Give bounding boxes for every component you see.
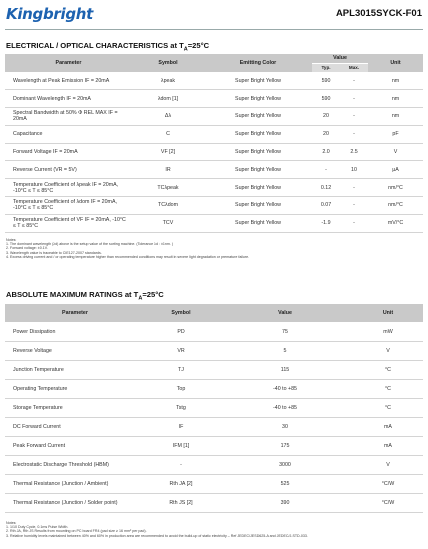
color-cell: Super Bright Yellow xyxy=(204,179,312,197)
symbol-cell: IR xyxy=(132,161,204,179)
symbol-cell: TCλpeak xyxy=(132,179,204,197)
unit-cell: nm xyxy=(368,108,423,126)
unit-cell: V xyxy=(353,341,423,360)
symbol-cell: IFM [1] xyxy=(145,437,217,456)
note-line: 3. Relative humidity levels maintained between 40% and 60% in production area are recommended to avoid the build-up of static electricity – Ref JEDEC/JESD625-A and JEDEC/J-STD-033. xyxy=(6,533,308,538)
unit-cell: nm xyxy=(368,90,423,108)
typ-cell: 590 xyxy=(312,72,340,90)
param-cell: Spectral Bandwidth at 50% Φ REL MAX IF = 20mA xyxy=(5,108,132,126)
symbol-cell: Tstg xyxy=(145,398,217,417)
note-line: 3. Wavelength value is traceable to CIE127-2007 standards. xyxy=(6,250,102,255)
note-line: Notes: xyxy=(6,521,17,525)
value-cell: 5 xyxy=(217,341,353,360)
color-cell: Super Bright Yellow xyxy=(204,108,312,126)
note-line: 4. Excess driving current and / or operating temperature higher than recommended conditions may result in severe light degradation or premature failure. xyxy=(6,254,250,259)
col-value: Value xyxy=(312,54,368,63)
color-cell: Super Bright Yellow xyxy=(204,125,312,143)
table-row xyxy=(5,322,423,341)
value-cell: -40 to +85 xyxy=(217,379,353,398)
param-cell: DC Forward Current xyxy=(5,417,145,436)
param-cell: Capacitance xyxy=(5,125,132,143)
param-cell: Storage Temperature xyxy=(5,398,145,417)
unit-cell: °C/W xyxy=(353,475,423,494)
table-row xyxy=(5,125,423,143)
param-cell: Operating Temperature xyxy=(5,379,145,398)
param-cell: Forward Voltage IF = 20mA xyxy=(5,143,132,161)
table-row xyxy=(5,437,423,456)
color-cell: Super Bright Yellow xyxy=(204,214,312,232)
table-row xyxy=(5,214,423,232)
table-row xyxy=(5,72,423,90)
max-cell: 10 xyxy=(340,161,368,179)
table-row xyxy=(5,398,423,417)
max-cell: - xyxy=(340,108,368,126)
part-number: APL3015SYCK-F01 xyxy=(335,8,422,19)
abs-col-unit: Unit xyxy=(353,304,423,322)
unit-cell: mV/°C xyxy=(368,214,423,232)
note-line: 2. Forward voltage: ±0.1V. xyxy=(6,246,48,251)
symbol-cell: C xyxy=(132,125,204,143)
abs-col-parameter: Parameter xyxy=(5,304,145,322)
typ-cell: -1.9 xyxy=(312,214,340,232)
absolute-notes xyxy=(6,521,308,538)
symbol-cell: λpeak xyxy=(132,72,204,90)
max-cell: - xyxy=(340,125,368,143)
unit-cell: nm/°C xyxy=(368,197,423,215)
typ-cell: 20 xyxy=(312,108,340,126)
unit-cell: mW xyxy=(353,322,423,341)
color-cell: Super Bright Yellow xyxy=(204,197,312,215)
absolute-section-title: ABSOLUTE MAXIMUM RATINGS at $T_A=25^\circ C$ xyxy=(6,290,164,302)
table-row xyxy=(5,456,423,475)
typ-cell: 590 xyxy=(312,90,340,108)
abs-col-value: Value xyxy=(217,304,353,322)
unit-cell: °C xyxy=(353,398,423,417)
max-cell: - xyxy=(340,72,368,90)
max-cell: 2.5 xyxy=(340,143,368,161)
symbol-cell: VR xyxy=(145,341,217,360)
color-cell: Super Bright Yellow xyxy=(204,161,312,179)
typ-cell: 2.0 xyxy=(312,143,340,161)
value-cell: 175 xyxy=(217,437,353,456)
table-row xyxy=(5,494,423,513)
symbol-cell: IF xyxy=(145,417,217,436)
col-parameter: Parameter xyxy=(5,54,132,72)
unit-cell: °C/W xyxy=(353,494,423,513)
symbol-cell: TCV xyxy=(132,214,204,232)
table-row xyxy=(5,90,423,108)
value-cell: 75 xyxy=(217,322,353,341)
electrical-notes xyxy=(6,238,249,259)
max-cell: - xyxy=(340,179,368,197)
param-cell: Temperature Coefficient of λdom IF = 20mA, -10°C ≤ T ≤ 85°C xyxy=(5,197,132,215)
table-row xyxy=(5,197,423,215)
typ-cell: - xyxy=(312,161,340,179)
color-cell: Super Bright Yellow xyxy=(204,90,312,108)
param-cell: Thermal Resistance (Junction / Ambient) xyxy=(5,475,145,494)
col-symbol: Symbol xyxy=(132,54,204,72)
symbol-cell: PD xyxy=(145,322,217,341)
param-cell: Reverse Voltage xyxy=(5,341,145,360)
param-cell: Temperature Coefficient of λpeak IF = 20mA, -10°C ≤ T ≤ 85°C xyxy=(5,179,132,197)
unit-cell: nm xyxy=(368,72,423,90)
typ-cell: 20 xyxy=(312,125,340,143)
param-cell: Dominant Wavelength IF = 20mA xyxy=(5,90,132,108)
symbol-cell: VF [2] xyxy=(132,143,204,161)
param-cell: Thermal Resistance (Junction / Solder point) xyxy=(5,494,145,513)
param-cell: Wavelength at Peak Emission IF = 20mA xyxy=(5,72,132,90)
unit-cell: pF xyxy=(368,125,423,143)
unit-cell: nm/°C xyxy=(368,179,423,197)
table-row xyxy=(5,143,423,161)
max-cell: - xyxy=(340,197,368,215)
unit-cell: mA xyxy=(353,437,423,456)
abs-col-symbol: Symbol xyxy=(145,304,217,322)
symbol-cell: Top xyxy=(145,379,217,398)
unit-cell: °C xyxy=(353,360,423,379)
value-cell: 30 xyxy=(217,417,353,436)
unit-cell: V xyxy=(368,143,423,161)
table-row xyxy=(5,379,423,398)
note-line: 1. The dominant wavelength (λd) above is the setup value of the sorting machine. (Tolerance λd : ±1nm. ) xyxy=(6,242,174,247)
electrical-table xyxy=(5,54,423,233)
symbol-cell: λdom [1] xyxy=(132,90,204,108)
value-cell: -40 to +85 xyxy=(217,398,353,417)
max-cell: - xyxy=(340,90,368,108)
symbol-cell: Rth JS [2] xyxy=(145,494,217,513)
header-rule xyxy=(5,29,423,30)
col-emitting-color: Emitting Color xyxy=(204,54,312,72)
typ-cell: 0.07 xyxy=(312,197,340,215)
table-row xyxy=(5,341,423,360)
param-cell: Junction Temperature xyxy=(5,360,145,379)
value-cell: 115 xyxy=(217,360,353,379)
table-row xyxy=(5,108,423,126)
unit-cell: μA xyxy=(368,161,423,179)
absolute-table xyxy=(5,304,423,513)
table-row xyxy=(5,161,423,179)
max-cell: - xyxy=(340,214,368,232)
symbol-cell: TCλdom xyxy=(132,197,204,215)
symbol-cell: TJ xyxy=(145,360,217,379)
note-line: Notes: xyxy=(6,238,17,242)
table-row xyxy=(5,179,423,197)
value-cell: 525 xyxy=(217,475,353,494)
param-cell: Power Dissipation xyxy=(5,322,145,341)
table-row xyxy=(5,475,423,494)
unit-cell: mA xyxy=(353,417,423,436)
unit-cell: °C xyxy=(353,379,423,398)
value-cell: 3000 xyxy=(217,456,353,475)
symbol-cell: Rth JA [2] xyxy=(145,475,217,494)
col-unit: Unit xyxy=(368,54,423,72)
note-line: 2. Rth JA, Rth JS Results from mounting on PC board FR4 (pad size ≥ 16 mm² per pad). xyxy=(6,529,147,534)
typ-cell: 0.12 xyxy=(312,179,340,197)
color-cell: Super Bright Yellow xyxy=(204,143,312,161)
col-max: Max. xyxy=(340,63,368,72)
param-cell: Peak Forward Current xyxy=(5,437,145,456)
unit-cell: V xyxy=(353,456,423,475)
value-cell: 390 xyxy=(217,494,353,513)
param-cell: Electrostatic Discharge Threshold (HBM) xyxy=(5,456,145,475)
col-typ: Typ. xyxy=(312,63,340,72)
brand-logo: Kingbright xyxy=(6,5,94,23)
symbol-cell: Δλ xyxy=(132,108,204,126)
symbol-cell: - xyxy=(145,456,217,475)
electrical-section-title: ELECTRICAL / OPTICAL CHARACTERISTICS at $T_A=25^\circ C$ xyxy=(6,41,210,53)
note-line: 1. 1/10 Duty Cycle, 0.1ms Pulse Width. xyxy=(6,525,69,530)
param-cell: Temperature Coefficient of VF IF = 20mA, -10°C ≤ T ≤ 85°C xyxy=(5,214,132,232)
color-cell: Super Bright Yellow xyxy=(204,72,312,90)
table-row xyxy=(5,360,423,379)
table-row xyxy=(5,417,423,436)
param-cell: Reverse Current (VR = 5V) xyxy=(5,161,132,179)
